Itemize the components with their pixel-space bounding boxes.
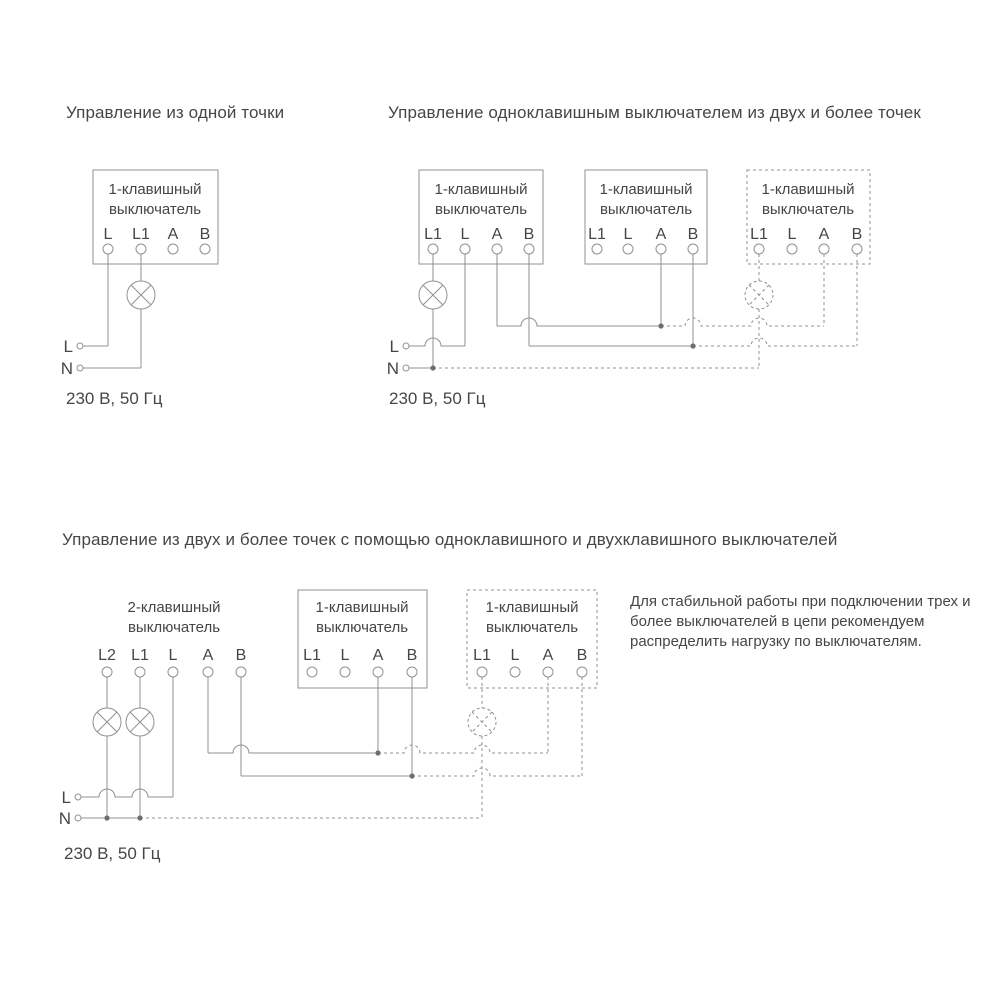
terminal-label: B — [235, 647, 247, 664]
terminal-label: A — [542, 647, 554, 664]
junction-dot — [104, 815, 109, 820]
terminal-label: L1 — [303, 647, 321, 664]
lamp-icon-dashed — [745, 281, 773, 309]
terminal-label: L — [510, 647, 520, 664]
lamp-icon — [93, 708, 121, 736]
terminal-circle — [407, 667, 417, 677]
terminal-label: L1 — [131, 647, 149, 664]
terminal-label: A — [491, 226, 503, 243]
neutral-source-circle — [77, 365, 83, 371]
switch3-name-line1: 1-клавишный — [761, 181, 855, 198]
terminal-label: L1 — [132, 226, 150, 243]
terminal-label: A — [202, 647, 214, 664]
terminal-circle — [103, 244, 113, 254]
switch1-name-line2: выключатель — [434, 201, 528, 218]
phase-label: L — [389, 337, 399, 356]
terminal-circle — [135, 667, 145, 677]
terminal-circle — [754, 244, 764, 254]
diagram3-title: Управление из двух и более точек с помощью одноклавишного и двухклавишного выключателей — [62, 530, 838, 549]
diagram1 — [61, 170, 218, 408]
terminal-circle — [688, 244, 698, 254]
switch2-name-line2: выключатель — [599, 201, 693, 218]
terminal-circle — [203, 667, 213, 677]
neutral-source-circle — [75, 815, 81, 821]
terminal-circle — [819, 244, 829, 254]
terminal-label: B — [576, 647, 588, 664]
terminal-label: B — [523, 226, 535, 243]
terminal-circle — [102, 667, 112, 677]
terminal-label: B — [851, 226, 863, 243]
phase-label: L — [61, 788, 71, 807]
terminal-circle — [543, 667, 553, 677]
phase-source-circle — [75, 794, 81, 800]
traveler-wire-A — [497, 318, 661, 326]
terminal-label: A — [372, 647, 384, 664]
switch3-name-line2: выключатель — [761, 201, 855, 218]
terminal-circle — [852, 244, 862, 254]
switch-name-line1: 1-клавишный — [108, 181, 202, 198]
traveler-wire-A — [208, 745, 378, 753]
switch1-name-line1: 1-клавишный — [434, 181, 528, 198]
junction-dot — [375, 750, 380, 755]
terminal-circle — [592, 244, 602, 254]
switch2-name-line2: выключатель — [315, 619, 409, 636]
terminal-label: L1 — [424, 226, 442, 243]
switch-name-line2: выключатель — [108, 201, 202, 218]
neutral-label: N — [58, 809, 71, 828]
switch3-name-line1: 1-клавишный — [485, 599, 579, 616]
phase-feed-wire — [409, 338, 465, 346]
terminal-label: L — [340, 647, 350, 664]
terminal-label: A — [655, 226, 667, 243]
voltage-label: 230 В, 50 Гц — [66, 389, 163, 408]
terminal-circle — [577, 667, 587, 677]
terminal-label: L — [103, 226, 113, 243]
terminal-label: L — [460, 226, 470, 243]
traveler-wire-B-dashed — [412, 768, 582, 776]
terminal-label: B — [199, 226, 211, 243]
terminal-circle — [623, 244, 633, 254]
diagram2-title: Управление одноклавишным выключателем из двух и более точек — [388, 103, 921, 122]
lamp-icon — [126, 708, 154, 736]
terminal-label: L — [168, 647, 178, 664]
voltage-label: 230 В, 50 Гц — [64, 844, 161, 863]
neutral-source-circle — [403, 365, 409, 371]
traveler-wire-A-dashed — [661, 318, 824, 326]
switch3-name-line2: выключатель — [485, 619, 579, 636]
terminal-circle — [136, 244, 146, 254]
switch1-name-line1: 2-клавишный — [127, 599, 221, 616]
lamp-icon-dashed — [468, 708, 496, 736]
traveler-wire-B-dashed — [693, 338, 857, 346]
junction-dot — [137, 815, 142, 820]
terminal-circle — [460, 244, 470, 254]
terminal-circle — [168, 667, 178, 677]
terminal-label: A — [818, 226, 830, 243]
lamp-icon — [127, 281, 155, 309]
diagram3 — [59, 590, 597, 863]
terminal-circle — [373, 667, 383, 677]
terminal-label: L1 — [750, 226, 768, 243]
terminal-circle — [340, 667, 350, 677]
terminal-label: L2 — [98, 647, 116, 664]
terminal-label: L — [787, 226, 797, 243]
phase-source-circle — [77, 343, 83, 349]
junction-dot — [430, 365, 435, 370]
terminal-circle — [200, 244, 210, 254]
terminal-label: L1 — [588, 226, 606, 243]
terminal-label: L — [623, 226, 633, 243]
terminal-circle — [307, 667, 317, 677]
switch1-name-line2: выключатель — [127, 619, 221, 636]
phase-source-circle — [403, 343, 409, 349]
voltage-label: 230 В, 50 Гц — [389, 389, 486, 408]
terminal-circle — [236, 667, 246, 677]
neutral-label: N — [60, 359, 73, 378]
diagram2 — [387, 170, 870, 408]
switch2-name-line1: 1-клавишный — [599, 181, 693, 198]
switch2-name-line1: 1-клавишный — [315, 599, 409, 616]
terminal-circle — [787, 244, 797, 254]
diagram3-note: Для стабильной работы при подключении трех и более выключателей в цепи рекомендуем распределить нагрузку по выключателям. — [630, 593, 971, 650]
terminal-label: A — [167, 226, 179, 243]
terminal-circle — [510, 667, 520, 677]
neutral-label: N — [386, 359, 399, 378]
phase-feed-wire — [81, 789, 173, 797]
terminal-circle — [428, 244, 438, 254]
lamp-icon — [419, 281, 447, 309]
terminal-label: B — [687, 226, 699, 243]
terminal-circle — [477, 667, 487, 677]
terminal-circle — [168, 244, 178, 254]
diagram1-title: Управление из одной точки — [66, 103, 285, 122]
terminal-label: L1 — [473, 647, 491, 664]
junction-dot — [690, 343, 695, 348]
junction-dot — [658, 323, 663, 328]
terminal-circle — [524, 244, 534, 254]
junction-dot — [409, 773, 414, 778]
terminal-circle — [492, 244, 502, 254]
phase-label: L — [63, 337, 73, 356]
terminal-label: B — [406, 647, 418, 664]
traveler-wire-A-dashed — [378, 745, 548, 753]
terminal-circle — [656, 244, 666, 254]
